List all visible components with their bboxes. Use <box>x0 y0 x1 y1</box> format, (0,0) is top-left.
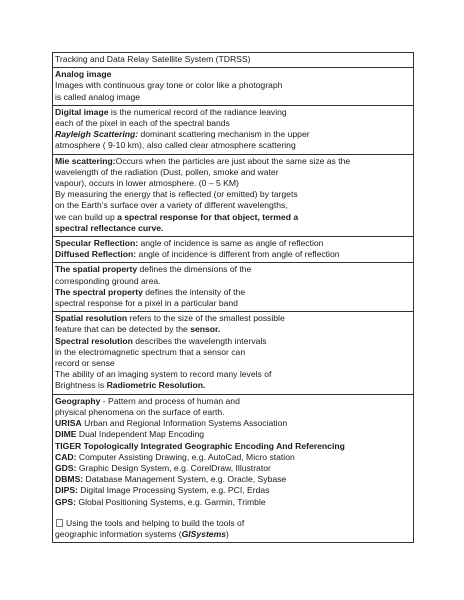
text-run: vapour), occurs in lower atmosphere. (0 – 5 KM) <box>55 178 239 189</box>
term: a spectral response for that object, termed a <box>117 211 299 222</box>
text-run: angle of incidence is different from angle of reflection <box>136 249 340 260</box>
text-line <box>55 140 411 151</box>
text-run: Global Positioning Systems, e.g. Garmin, Trimble <box>76 496 266 507</box>
text-run: refers to the size of the smallest possible <box>127 313 285 324</box>
text-run: physical phenomena on the surface of earth. <box>55 406 225 417</box>
text-line <box>55 452 411 463</box>
text-line <box>55 497 411 508</box>
text-line <box>55 238 411 249</box>
text-line <box>55 287 411 298</box>
term: Digital image <box>55 106 109 117</box>
text-line <box>55 347 411 358</box>
text-line <box>55 418 411 429</box>
term: sensor. <box>190 324 221 335</box>
checkbox-icon <box>56 519 63 527</box>
text-run: Occurs when the particles are just about the same size as the <box>115 155 351 166</box>
table-row <box>53 237 413 263</box>
text-line <box>55 118 411 129</box>
term: Spectral resolution <box>55 335 133 346</box>
text-line <box>55 69 411 80</box>
term: GPS: <box>55 496 77 507</box>
text-run: we can build up <box>55 211 118 222</box>
term: Specular Reflection: <box>55 238 139 249</box>
text-line <box>55 380 411 391</box>
text-run: wavelength of the radiation (Dust, pollen, smoke and water <box>55 166 279 177</box>
text-line <box>55 189 411 200</box>
text-run: Dual Independent Map Encoding <box>76 429 205 440</box>
text-run: geographic information systems ( <box>55 528 182 539</box>
text-run: angle of incidence is same as angle of reflection <box>138 238 324 249</box>
term: Analog image <box>55 69 112 80</box>
text-line <box>55 485 411 496</box>
text-run: Computer Assisting Drawing, e.g. AutoCad, Micro station <box>76 451 295 462</box>
text-run: Brightness is <box>55 380 107 391</box>
text-line <box>55 178 411 189</box>
text-line <box>55 92 411 103</box>
text-run: Tracking and Data Relay Satellite System (TDRSS) <box>55 54 251 64</box>
text-run: is called analog image <box>55 91 141 102</box>
text-line <box>55 156 411 167</box>
term: GDS: <box>55 462 77 473</box>
text-line <box>55 369 411 380</box>
text-run: feature that can be detected by the <box>55 324 191 335</box>
text-line <box>55 529 411 540</box>
text-run: record or sense <box>55 358 115 369</box>
table-row <box>53 53 413 68</box>
text-run: is the numerical record of the radiance leaving <box>108 106 287 117</box>
text-line <box>55 407 411 418</box>
term: Radiometric Resolution. <box>106 380 206 391</box>
text-run: ) <box>226 528 229 539</box>
text-run: Database Management System, e.g. Oracle, Sybase <box>83 474 287 485</box>
text-line <box>55 429 411 440</box>
text-line <box>55 223 411 234</box>
text-line <box>55 80 411 91</box>
text-line <box>55 508 411 518</box>
table-row <box>53 106 413 155</box>
term: Mie scattering: <box>55 155 116 166</box>
text-line <box>55 276 411 287</box>
text-run: spectral response for a pixel in a particular band <box>55 298 238 309</box>
term: Spatial resolution <box>55 313 128 324</box>
text-line <box>55 167 411 178</box>
text-run: dominant scattering mechanism in the upper <box>138 129 310 140</box>
text-line <box>55 324 411 335</box>
table-row <box>53 312 413 394</box>
table-row <box>53 155 413 237</box>
term: GISystems <box>181 528 227 539</box>
text-line <box>55 518 411 529</box>
text-run: Digital Image Processing System, e.g. PCI, Erdas <box>77 485 270 496</box>
text-line <box>55 474 411 485</box>
text-run: The ability of an imaging system to record many levels of <box>55 369 272 380</box>
text-run: defines the intensity of the <box>142 286 246 297</box>
term: URISA <box>55 418 82 429</box>
text-run: defines the dimensions of the <box>137 264 252 275</box>
text-line <box>55 200 411 211</box>
text-line <box>55 336 411 347</box>
table-row <box>53 263 413 312</box>
term: TIGER Topologically Integrated Geographic Encoding And Referencing <box>55 440 345 451</box>
text-line <box>55 129 411 140</box>
text-line <box>55 441 411 452</box>
text-line <box>55 358 411 369</box>
text-run: in the electromagnetic spectrum that a sensor can <box>55 346 246 357</box>
text-line <box>55 249 411 260</box>
notes-table <box>52 52 414 543</box>
term: The spectral property <box>55 286 143 297</box>
term: Diffused Reflection: <box>55 249 137 260</box>
text-run: atmosphere ( 9-10 km), also called clear atmosphere scattering <box>55 140 296 151</box>
text-run: - Pattern and process of human and <box>100 395 240 406</box>
term: DBMS: <box>55 474 84 485</box>
text-run: By measuring the energy that is reflected (or emitted) by targets <box>55 189 298 200</box>
text-run: Using the tools and helping to build the tools of <box>66 517 245 528</box>
table-row <box>53 395 413 542</box>
table-row <box>53 68 413 106</box>
term: Rayleigh Scattering: <box>55 129 139 140</box>
text-line <box>55 463 411 474</box>
text-line <box>55 107 411 118</box>
term: DIPS: <box>55 485 78 496</box>
term: DIME <box>55 429 77 440</box>
text-line <box>55 396 411 407</box>
text-run: each of the pixel in each of the spectral bands <box>55 118 230 129</box>
term: spectral reflectance curve. <box>55 222 164 233</box>
text-run: on the Earth's surface over a variety of different wavelengths, <box>55 200 288 211</box>
text-line <box>55 298 411 309</box>
text-line <box>55 264 411 275</box>
text-run: describes the wavelength intervals <box>132 335 267 346</box>
text-line <box>55 54 411 65</box>
text-run: corresponding ground area. <box>55 275 161 286</box>
text-run: Graphic Design System, e.g. CorelDraw, Illustrator <box>76 462 271 473</box>
text-line <box>55 212 411 223</box>
term: The spatial property <box>55 264 138 275</box>
text-run: Images with continuous gray tone or color like a photograph <box>55 80 283 91</box>
text-line <box>55 313 411 324</box>
text-run: Urban and Regional Information Systems Association <box>81 418 288 429</box>
term: Geography <box>55 395 101 406</box>
term: CAD: <box>55 451 77 462</box>
